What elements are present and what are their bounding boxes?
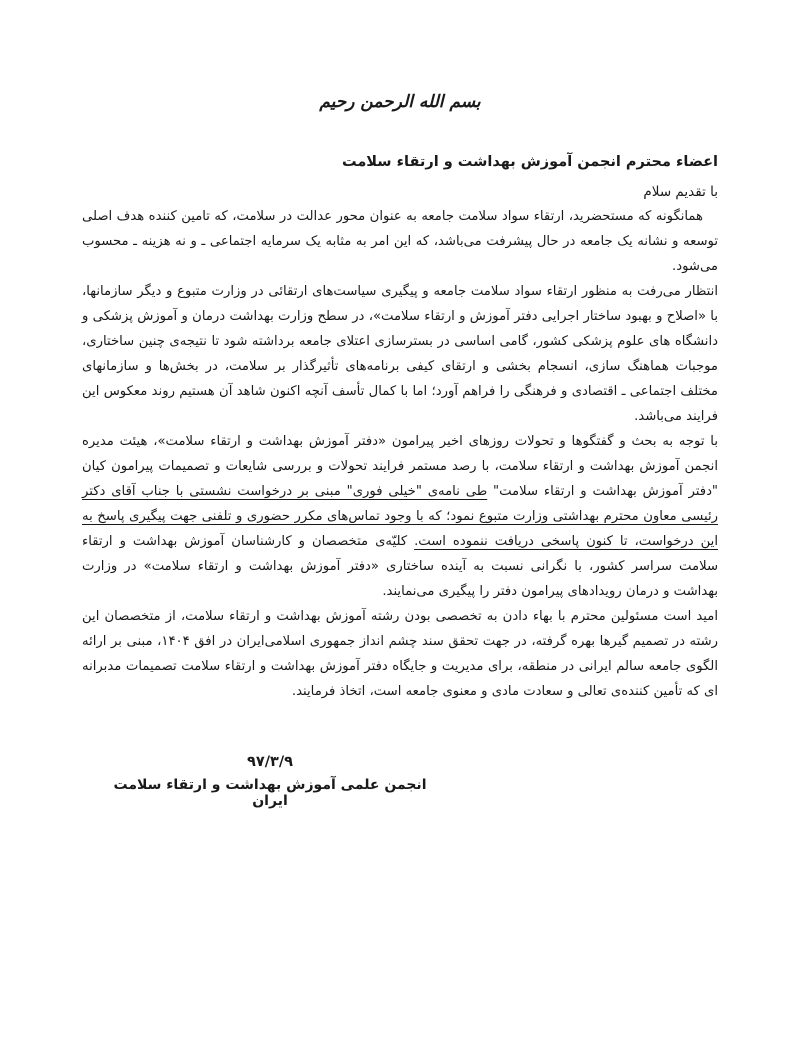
association-signature: انجمن علمی آموزش بهداشت و ارتقاء سلامت ایران (113, 777, 427, 809)
paragraph-4: امید است مسئولین محترم با بهاء دادن به تخصصی بودن رشته آموزش بهداشت و ارتقاء سلامت، از متخصصان این رشته در تصمیم گیرها بهره گرفته، در جهت تحقق سند چشم انداز جمهوری اسلامی‌ایران در افق ۱۴۰۴، مبنی بر ارائه الگوی جامعه سالم ایرانی در منطقه، برای مدیریت و جایگاه دفتر آموزش بهداشت و ارتقاء سلامت تصمیمات مدبرانه ای که تأمین کننده‌ی تعالی و سعادت مادی و معنوی جامعه است، اتخاذ فرمایند. (82, 609, 718, 699)
letter-heading: اعضاء محترم انجمن آموزش بهداشت و ارتقاء سلامت (341, 154, 718, 170)
bismillah-calligraphy: بسم الله الرحمن رحیم (319, 92, 481, 112)
paragraph-1: همانگونه که مستحضرید، ارتقاء سواد سلامت جامعه به عنوان محور عدالت در سلامت، که تامین کننده هدف اصلی توسعه و نشانه یک جامعه در حال پیشرفت می‌باشد، که این امر به مثابه یک سرمایه اجتماعی ـ و نه هزینه ـ محسوب می‌شود. (82, 209, 718, 274)
letter-body (82, 204, 718, 704)
paragraph-3-lead: با توجه به بحث و گفتگوها و تحولات روزهای اخیر پیرامون «دفتر آموزش بهداشت و ارتقاء سلامت»، هیئت مدیره انجمن آموزش بهداشت و ارتقاء سلامت، با رصد مستمر فرایند تحولات و بررسی شایعات و تصمیمات پیرامون کیان "دفتر آموزش بهداشت و ارتقاء سلامت" (82, 434, 719, 499)
paragraph-3 (82, 429, 718, 604)
paragraph-3-tail: کلیّه‌ی متخصصان و کارشناسان آموزش بهداشت و ارتقاء سلامت سراسر کشور، با نگرانی نسبت به آینده ساختاری «دفتر آموزش بهداشت و ارتقاء سلامت» در وزارت بهداشت و درمان رویدادهای پیرامون دفتر را پیگیری می‌نمایند. (82, 534, 718, 599)
salutation-line: با تقدیم سلام (643, 184, 718, 200)
paragraph-3-underlined-passage: طی نامه‌ی "خیلی فوری" مبنی بر درخواست نشستی با جناب آقای دکتر رئیسی معاون محترم بهداشتی وزارت متبوع نمود؛ که با وجود تماس‌های مکرر حضوری و تلفنی جهت پیگیری پاسخ به این درخواست، تا کنون پاسخی دریافت ننموده است. (82, 484, 718, 549)
letter-date: ۹۷/۳/۹ (247, 754, 293, 770)
signature-block (100, 754, 440, 809)
paragraph-2: انتظار می‌رفت به منظور ارتقاء سواد سلامت جامعه و پیگیری سیاست‌های ارتقائی در وزارت متبوع و دیگر سازمانها، با «اصلاح و بهبود ساختار اجرایی دفتر آموزش و ارتقاء سلامت»، در سطح وزارت بهداشت درمان و آموزش پزشکی و دانشگاه های علوم پزشکی کشور، گامی اساسی در بسترسازی اعتلای جامعه برداشته شود تا نتیجه‌ی چنین ساختاری، موجبات هماهنگ سازی، انسجام بخشی و ارتقای کیفی برنامه‌های تأثیرگذار بر سلامت، در بخش‌ها و سازمانهای مختلف اجتماعی ـ اقتصادی و فرهنگی را فراهم آورد؛ اما با کمال تأسف آنچه اکنون شاهد آن هستیم روند معکوس این فرایند می‌باشد. (82, 284, 718, 424)
